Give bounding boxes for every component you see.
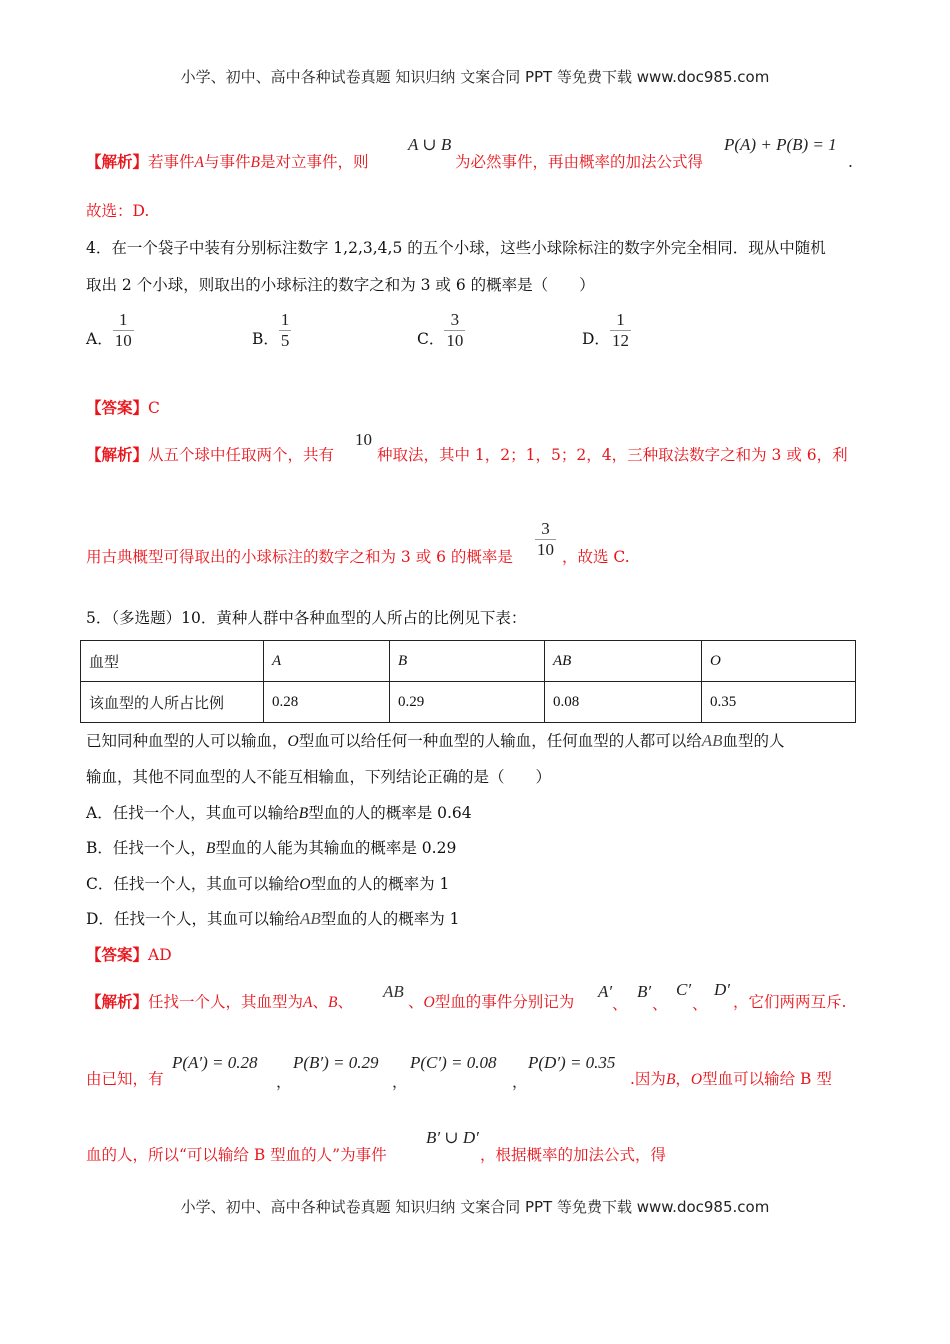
table-cell: B: [390, 641, 545, 682]
result-fraction: $\frac{3}{10}$: [537, 519, 554, 559]
analysis-text: 与事件: [204, 153, 251, 171]
math-ab: AB: [701, 731, 723, 750]
q4-option-a: [86, 310, 134, 351]
q4-analysis-line1: [86, 445, 334, 465]
fraction: $\frac{3}{10}$: [446, 310, 464, 350]
page-header-banner: 小学、初中、高中各种试卷真题 知识归纳 文案合同 PPT 等免费下载 www.doc985.com: [180, 68, 770, 86]
q5-option-a: A．任找一个人，其血可以输给B型血的人的概率是 0.64: [86, 804, 472, 822]
analysis-text: 是对立事件，则: [259, 153, 369, 171]
q4-stem-line1: 4．在一个袋子中装有分别标注数字 1,2,3,4,5 的五个小球，这些小球除标注的数字外完全相同．现从中随机: [86, 239, 826, 257]
q4-stem-line2: 取出 2 个小球，则取出的小球标注的数字之和为 3 或 6 的概率是（ ）: [86, 276, 595, 294]
fraction: $\frac{1}{12}$: [611, 310, 629, 350]
q4-analysis-end: ，故选 C.: [562, 548, 630, 566]
q3-analysis-cont: 为必然事件，再由概率的加法公式得: [455, 153, 704, 171]
q3-analysis-line: [86, 152, 369, 173]
blood-type-table: [80, 640, 856, 723]
answer-label: 【答案】: [86, 398, 149, 417]
q5-analysis-line3-prefix: 血的人，所以“可以输给 B 型血的人”为事件: [86, 1146, 387, 1164]
period: .: [848, 153, 853, 171]
q5-analysis-line1: 【解析】任找一个人，其血型为A、B、: [86, 992, 353, 1011]
option-label: C．: [417, 329, 445, 348]
answer-label: 【答案】: [86, 945, 149, 964]
answer-value: AD: [148, 946, 172, 964]
math-probability-sum: P(A) + P(B) = 1: [724, 135, 837, 154]
table-header-row: [81, 641, 856, 682]
math-b-union-d: B′ ∪ D′: [426, 1128, 479, 1147]
var-o: O: [287, 733, 299, 750]
table-cell: A: [264, 641, 390, 682]
table-cell: 该血型的人所占比例: [81, 682, 264, 723]
q5-answer: [86, 945, 172, 965]
table-cell: 0.29: [390, 682, 545, 723]
analysis-text: 若事件: [148, 153, 195, 171]
q5-title: 5．（多选题）10．黄种人群中各种血型的人所占的比例见下表：: [86, 609, 527, 627]
event-b-prime: B′: [637, 982, 652, 1001]
table-cell: AB: [545, 641, 702, 682]
q5-option-c: C．任找一个人，其血可以输给O型血的人的概率为 1: [86, 875, 450, 893]
option-label: B．: [252, 329, 279, 348]
prob-b: P(B′) = 0.29: [293, 1053, 379, 1072]
page-footer-banner: 小学、初中、高中各种试卷真题 知识归纳 文案合同 PPT 等免费下载 www.doc985.com: [180, 1198, 770, 1216]
q5-analysis-line2-end: .因为B，O型血可以输给 B 型: [630, 1070, 832, 1088]
q4-answer: [86, 398, 160, 418]
q5-analysis-line1-end: ，它们两两互斥.: [733, 993, 847, 1011]
q5-option-b: B．任找一个人，B型血的人能为其输血的概率是 0.29: [86, 839, 457, 857]
var-a: A: [194, 154, 204, 171]
q5-stem-line1: 已知同种血型的人可以输血，O型血可以给任何一种血型的人输血，任何血型的人都可以给AB血型的人: [86, 731, 785, 750]
q5-analysis-line3-end: ，根据概率的加法公式，得: [480, 1146, 667, 1164]
table-cell: 0.28: [264, 682, 390, 723]
analysis-label: 【解析】: [86, 992, 149, 1011]
table-cell: 0.08: [545, 682, 702, 723]
q4-option-d: [582, 310, 631, 351]
event-c-prime: C′: [676, 980, 692, 999]
event-a-prime: A′: [598, 982, 613, 1001]
var-b: B: [250, 154, 260, 171]
prob-d: P(D′) = 0.35: [528, 1053, 616, 1072]
q5-analysis-line2-prefix: 由已知，有: [86, 1070, 164, 1088]
analysis-label: 【解析】: [86, 152, 149, 171]
table-cell: 血型: [81, 641, 264, 682]
q5-analysis-line1-b: 、O型血的事件分别记为: [408, 993, 575, 1011]
math-count-10: 10: [355, 430, 372, 449]
q4-analysis-line2: 用古典概型可得取出的小球标注的数字之和为 3 或 6 的概率是: [86, 548, 513, 566]
option-label: A．: [86, 329, 113, 348]
option-label: D．: [582, 329, 610, 348]
event-d-prime: D′: [714, 980, 730, 999]
fraction: $\frac{1}{10}$: [114, 310, 132, 350]
table-cell: O: [702, 641, 856, 682]
q4-option-b: [252, 310, 291, 351]
q3-choice: 故选：D.: [86, 202, 150, 220]
table-row: [81, 682, 856, 723]
fraction: $\frac{1}{5}$: [280, 310, 290, 350]
prob-a: P(A′) = 0.28: [172, 1053, 258, 1072]
analysis-label: 【解析】: [86, 445, 149, 464]
answer-value: C: [148, 399, 160, 417]
q4-option-c: [417, 310, 465, 351]
prob-c: P(C′) = 0.08: [410, 1053, 497, 1072]
math-ab: AB: [383, 982, 404, 1001]
math-a-union-b: A ∪ B: [408, 135, 452, 154]
table-cell: 0.35: [702, 682, 856, 723]
q4-analysis-line1-cont: 种取法，其中 1，2；1，5；2，4，三种取法数字之和为 3 或 6，利: [377, 446, 848, 464]
q5-option-d: D．任找一个人，其血可以输给AB型血的人的概率为 1: [86, 909, 460, 928]
analysis-text: 从五个球中任取两个，共有: [148, 446, 335, 464]
q5-stem-line2: 输血，其他不同血型的人不能互相输血，下列结论正确的是（ ）: [86, 768, 552, 786]
